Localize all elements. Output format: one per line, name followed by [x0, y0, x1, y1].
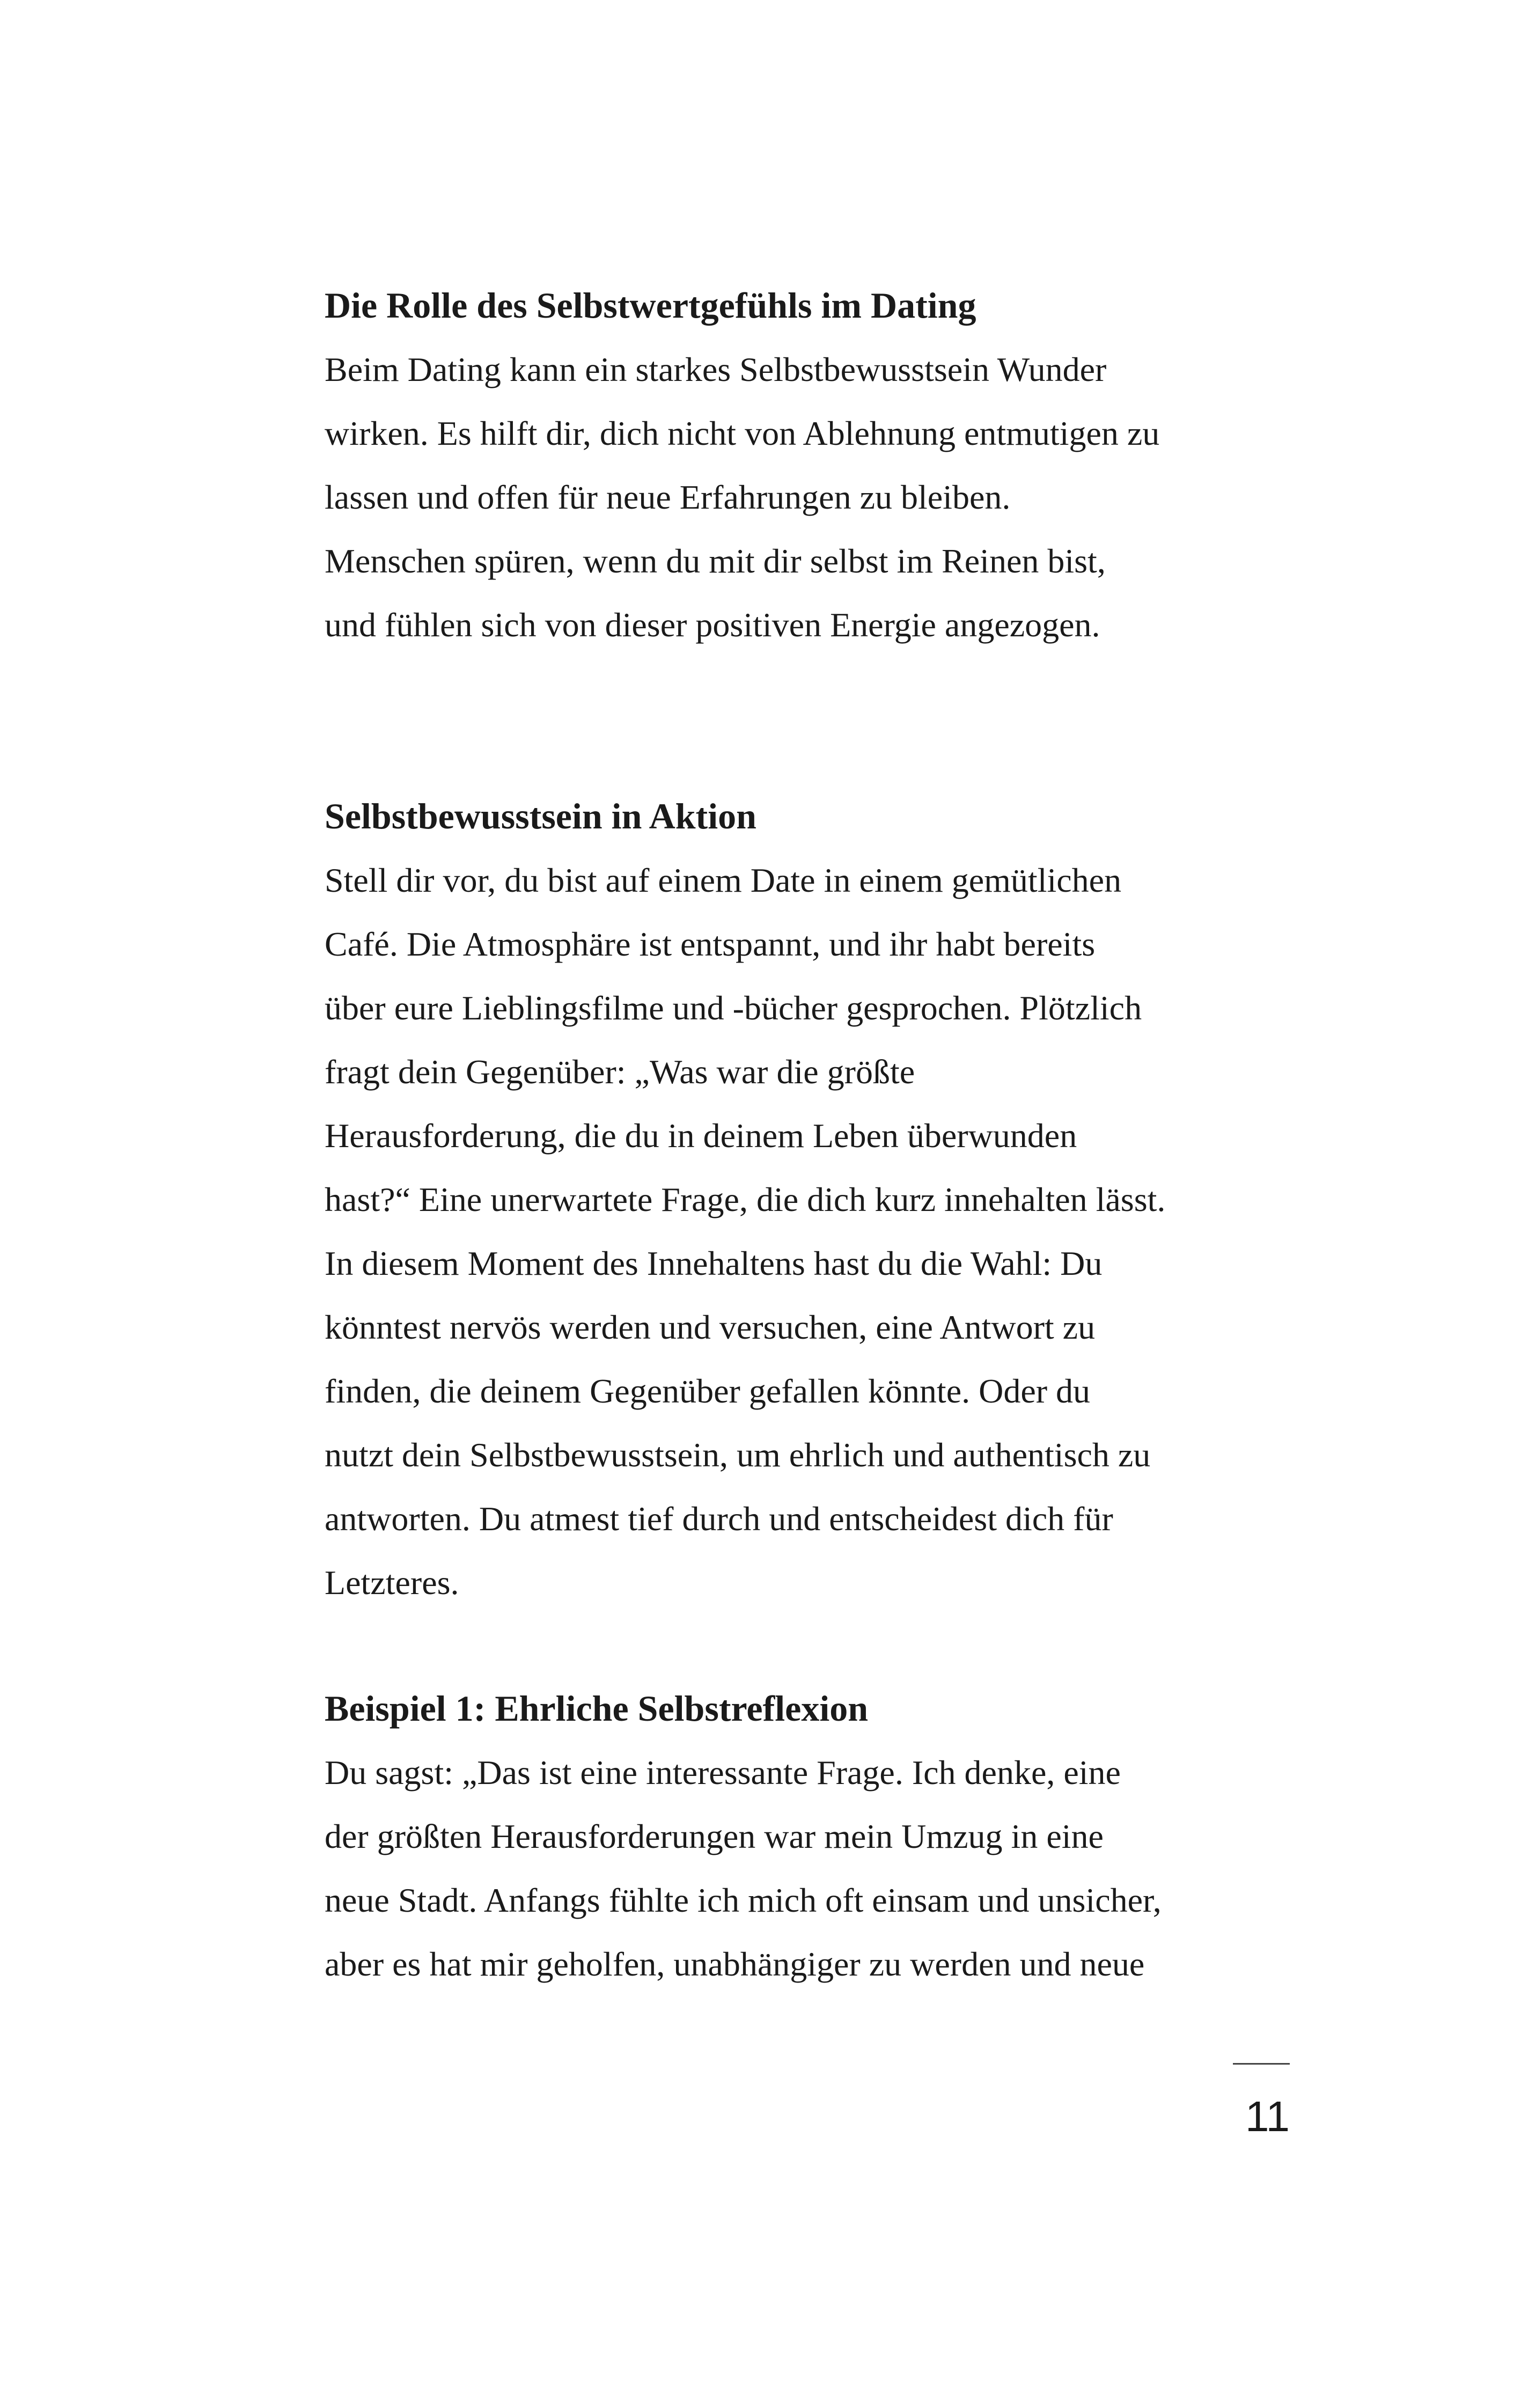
paragraph-line: und fühlen sich von dieser positiven Energie angezogen. — [325, 606, 1100, 644]
section-selbstbewusstsein-aktion — [325, 784, 1301, 1614]
paragraph-line: Du sagst: „Das ist eine interessante Frage. Ich denke, eine — [325, 1753, 1121, 1792]
page-number-rule — [1233, 2063, 1290, 2065]
paragraph-line: Letzteres. — [325, 1563, 459, 1602]
paragraph-line: Stell dir vor, du bist auf einem Date in einem gemütlichen — [325, 861, 1122, 899]
paragraph-line: antworten. Du atmest tief durch und entscheidest dich für — [325, 1500, 1113, 1538]
page-number: 11 — [1245, 2093, 1290, 2140]
section-beispiel-1 — [325, 1677, 1301, 1996]
paragraph-line: fragt dein Gegenüber: „Was war die größte — [325, 1053, 915, 1091]
paragraph-line: nutzt dein Selbstbewusstsein, um ehrlich und authentisch zu — [325, 1436, 1151, 1474]
paragraph-line: Beim Dating kann ein starkes Selbstbewusstsein Wunder — [325, 350, 1107, 388]
paragraph-line: Herausforderung, die du in deinem Leben überwunden — [325, 1117, 1077, 1155]
paragraph-line: Menschen spüren, wenn du mit dir selbst im Reinen bist, — [325, 542, 1106, 580]
paragraph-line: hast?“ Eine unerwartete Frage, die dich kurz innehalten lässt. — [325, 1180, 1166, 1218]
heading-row — [325, 274, 1301, 337]
section-heading: Beispiel 1: Ehrliche Selbstreflexion — [325, 1688, 869, 1729]
paragraph-line: neue Stadt. Anfangs fühlte ich mich oft einsam und unsicher, — [325, 1881, 1162, 1919]
paragraph-line: der größten Herausforderungen war mein Umzug in eine — [325, 1817, 1104, 1855]
paragraph-line: könntest nervös werden und versuchen, eine Antwort zu — [325, 1308, 1096, 1346]
paragraph-line: In diesem Moment des Innehaltens hast du die Wahl: Du — [325, 1244, 1103, 1282]
paragraph-line: lassen und offen für neue Erfahrungen zu bleiben. — [325, 478, 1011, 516]
heading-row — [325, 784, 1301, 848]
section-heading: Selbstbewusstsein in Aktion — [325, 796, 756, 836]
paragraph-line: aber es hat mir geholfen, unabhängiger zu werden und neue — [325, 1945, 1145, 1983]
paragraph-line: Café. Die Atmosphäre ist entspannt, und ihr habt bereits — [325, 925, 1096, 963]
paragraph-line: über eure Lieblingsfilme und -bücher gesprochen. Plötzlich — [325, 989, 1142, 1027]
paragraph-line: wirken. Es hilft dir, dich nicht von Ablehnung entmutigen zu — [325, 414, 1160, 452]
section-selbstwert-dating — [325, 274, 1301, 657]
heading-row — [325, 1677, 1301, 1741]
section-heading: Die Rolle des Selbstwertgefühls im Dating — [325, 285, 976, 326]
paragraph-line: finden, die deinem Gegenüber gefallen könnte. Oder du — [325, 1372, 1091, 1410]
